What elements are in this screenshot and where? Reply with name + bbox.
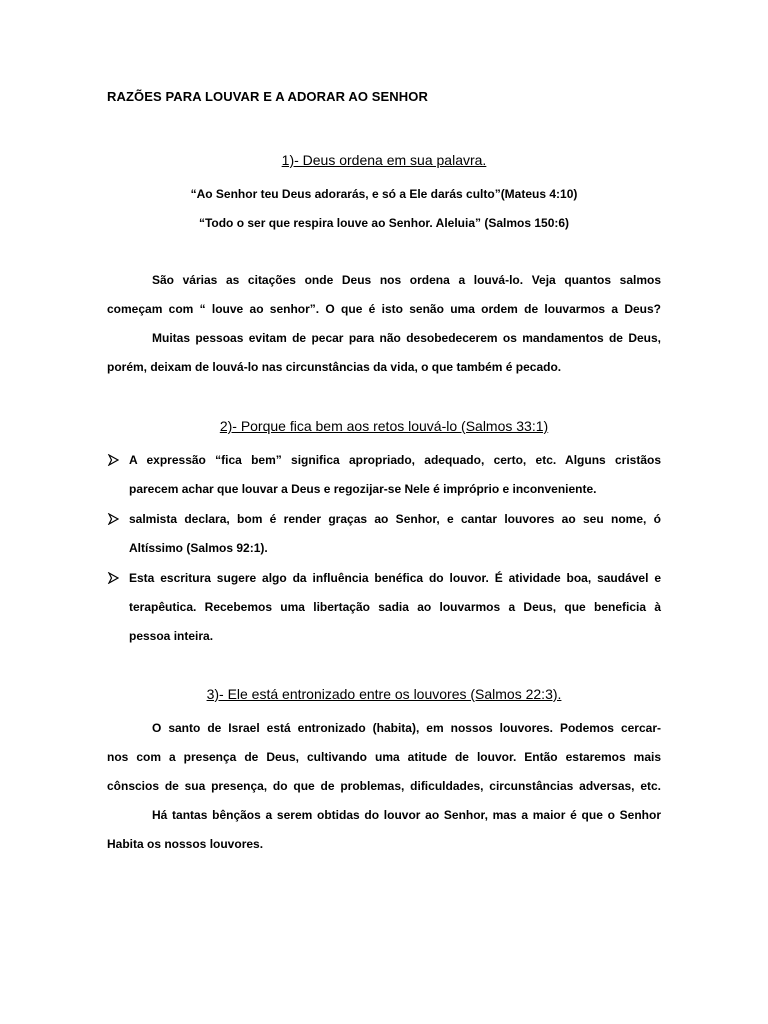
quote-salmos: “Todo o ser que respira louve ao Senhor. Aleluia” (Salmos 150:6) (198, 216, 570, 230)
arrowhead-bullet-icon (107, 454, 119, 466)
document-title: RAZÕES PARA LOUVAR E A ADORAR AO SENHOR (107, 89, 428, 104)
section-1-paragraph-2-line-2: porém, deixam de louvá-lo nas circunstâncias da vida, o que também é pecado. (107, 360, 562, 374)
section-3-paragraph-1-line-3: cônscios de sua presença, do que de problemas, dificuldades, circunstâncias adversas, etc. (107, 779, 661, 793)
bullet-3-line-1: Esta escritura sugere algo da influência benéfica do louvor. É atividade boa, saudável e (129, 571, 661, 585)
section-3-heading: 3)- Ele está entronizado entre os louvores (Salmos 22:3). (206, 686, 562, 702)
section-1-paragraph-1-line-2: começam com “ louve ao senhor”. O que é isto senão uma ordem de louvarmos a Deus? (107, 302, 661, 316)
bullet-3-line-2: terapêutica. Recebemos uma libertação sadia ao louvarmos a Deus, que beneficia à (129, 600, 661, 614)
section-3-paragraph-1-line-1: O santo de Israel está entronizado (habita), em nossos louvores. Podemos cercar- (152, 721, 661, 735)
section-3-paragraph-2-line-2: Habita os nossos louvores. (107, 837, 264, 851)
section-2-heading: 2)- Porque fica bem aos retos louvá-lo (Salmos 33:1) (219, 418, 549, 434)
arrowhead-bullet-icon (107, 572, 119, 584)
section-1-paragraph-1-line-1: São várias as citações onde Deus nos ordena a louvá-lo. Veja quantos salmos (152, 273, 661, 287)
section-3-paragraph-1-line-2: nos com a presença de Deus, cultivando uma atitude de louvor. Então estaremos mais (107, 750, 661, 764)
section-1-paragraph-2-line-1: Muitas pessoas evitam de pecar para não desobedecerem os mandamentos de Deus, (152, 331, 661, 345)
arrowhead-bullet-icon (107, 513, 119, 525)
quote-mateus: “Ao Senhor teu Deus adorarás, e só a Ele darás culto”(Mateus 4:10) (190, 187, 578, 201)
section-3-paragraph-2-line-1: Há tantas bênçãos a serem obtidas do louvor ao Senhor, mas a maior é que o Senhor (152, 808, 661, 822)
bullet-1-line-1: A expressão “fica bem” significa apropriado, adequado, certo, etc. Alguns cristãos (129, 453, 661, 467)
bullet-3-line-3: pessoa inteira. (129, 629, 214, 643)
section-1-heading: 1)- Deus ordena em sua palavra. (281, 152, 487, 168)
bullet-2-line-1: salmista declara, bom é render graças ao Senhor, e cantar louvores ao seu nome, ó (129, 512, 661, 526)
bullet-2-line-2: Altíssimo (Salmos 92:1). (129, 541, 268, 555)
bullet-1-line-2: parecem achar que louvar a Deus e regozijar-se Nele é impróprio e inconveniente. (129, 482, 597, 496)
